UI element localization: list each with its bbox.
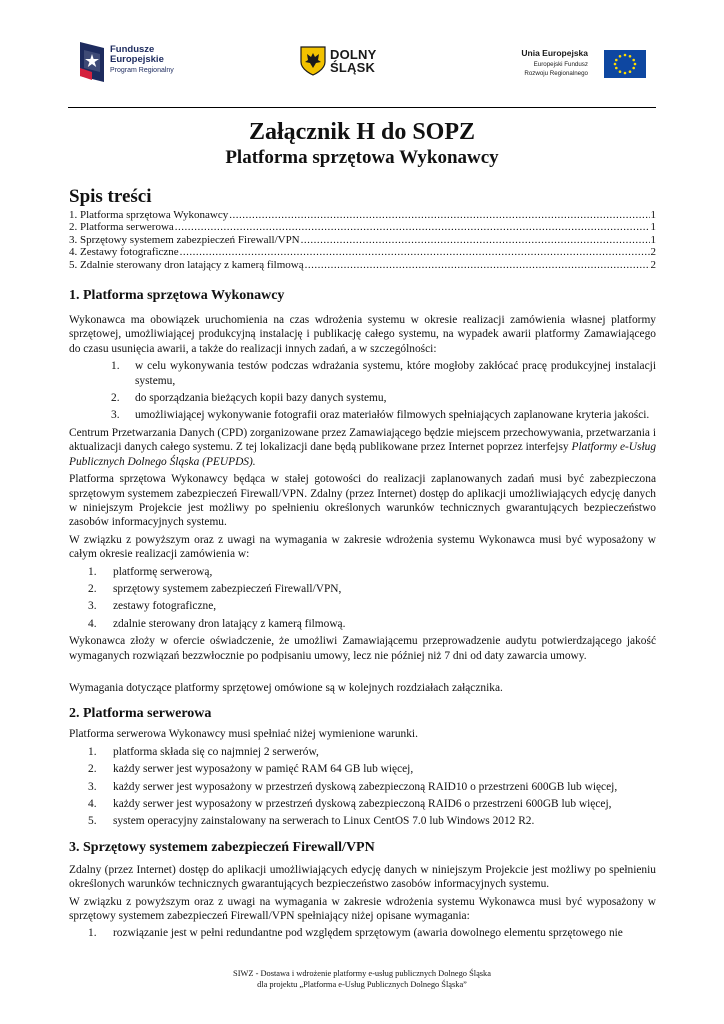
list-number: 2.: [88, 582, 97, 595]
toc-entry-page: 1: [650, 221, 656, 234]
paragraph: [69, 426, 656, 469]
list-item: [69, 408, 656, 422]
toc-dot-leader: [305, 259, 650, 271]
list-number: 2.: [88, 763, 97, 776]
list-number: 1.: [88, 565, 97, 578]
peupds-reference: Platformy e-Usług Publicznych Dolnego Śląska (PEUPDS).: [69, 441, 657, 468]
list-item: [69, 814, 656, 828]
list-number: 4.: [88, 617, 97, 630]
unia-europejska-logo: [516, 46, 646, 82]
list-number: 4.: [88, 798, 97, 810]
toc-dot-leader: [180, 246, 650, 258]
header-divider: [68, 107, 656, 108]
list-item-text: każdy serwer jest wyposażony w przestrzeń dyskową zabezpieczoną RAID10 o przestrzeni 600GB lub więcej,: [113, 780, 618, 793]
footer-line2: dla projektu „Platforma e-Usług Publicznych Dolnego Śląska”: [257, 980, 467, 989]
list-item-text: platformę serwerową,: [113, 565, 213, 578]
spacer: [69, 666, 656, 681]
toc-entry[interactable]: [69, 259, 656, 271]
paragraph: W związku z powyższym oraz z uwagi na wymagania w zakresie wdrożenia systemu Wykonawca musi być wyposażony w sprzętowy systemem zabezpieczeń Firewall/VPN spełniający niżej opisane wymagania:: [69, 895, 656, 923]
list-item: [69, 780, 656, 794]
document-title: Załącznik H do SOPZ: [248, 119, 476, 145]
list-item: [69, 926, 656, 940]
section-heading: 1. Platforma sprzętowa Wykonawcy: [69, 288, 285, 304]
toc-entry-page: 2: [650, 246, 656, 259]
fe-logo-line1: Fundusze: [110, 44, 155, 55]
paragraph: Wykonawca złoży w ofercie oświadczenie, że umożliwi Zamawiającemu przeprowadzenie audytu potwierdzającego jakość wymaganych rozwiązań bezzwłocznie po podpisaniu umowy, lecz nie później niż 7 dni od daty zawarcia umowy.: [69, 635, 656, 662]
list-item-text: zdalnie sterowany dron latający z kamerą filmową.: [113, 617, 346, 630]
dolny-slask-logo: [300, 46, 390, 80]
list-number: 3.: [88, 780, 97, 793]
ue-logo-line2: Europejski Fundusz: [533, 61, 588, 68]
list-item: [69, 359, 656, 388]
list-item: [69, 762, 656, 776]
list-item-text: każdy serwer jest wyposażony w pamięć RAM 64 GB lub więcej,: [113, 763, 414, 776]
eu-flag-icon: [604, 50, 646, 78]
list-item: [69, 391, 656, 405]
toc-dot-leader: [301, 234, 650, 246]
toc-entry[interactable]: [69, 221, 656, 233]
table-of-contents: [69, 209, 656, 271]
ue-logo-line3: Rozwoju Regionalnego: [524, 69, 588, 77]
fundusze-europejskie-logo: [80, 42, 200, 84]
paragraph: Platforma sprzętowa Wykonawcy będąca w stałej gotowości do realizacji zaplanowanych zadań musi być zabezpieczona sprzętowym systemem zabezpieczeń Firewall/VPN. Zdalny (przez Internet) dostęp do aplikacji umożliwiających edycję danych w niniejszym Projekcie jest możliwy po spełnieniu określonych warunków technicznych gwarantujących bezpieczeństwo zasobów informacyjnych systemu.: [69, 473, 656, 529]
fe-logo-line3: Program Regionalny: [110, 67, 174, 74]
list-item-text: rozwiązanie jest w pełni redundantne pod względem sprzętowym (awaria dowolnego elementu sprzętowego nie: [113, 927, 623, 940]
toc-entry-page: 1: [650, 233, 656, 246]
ds-logo-line1: DOLNY: [330, 47, 377, 62]
list-item: [69, 599, 656, 613]
toc-dot-leader: [229, 209, 649, 221]
list-number: 5.: [88, 815, 97, 828]
list-item-text: sprzętowy systemem zabezpieczeń Firewall/VPN,: [113, 582, 342, 595]
paragraph: Platforma serwerowa Wykonawcy musi spełniać niżej wymienione warunki.: [69, 728, 418, 741]
document-body: [69, 186, 656, 944]
toc-entry[interactable]: [69, 234, 656, 246]
list-item: [69, 617, 656, 631]
toc-entry[interactable]: [69, 209, 656, 221]
list-item-text: system operacyjny zainstalowany na serwerach to Linux CentOS 7.0 lub Windows 2012 R2.: [113, 815, 535, 828]
toc-dot-leader: [175, 221, 650, 233]
paragraph: W związku z powyższym oraz z uwagi na wymagania w zakresie wdrożenia systemu Wykonawca musi być wyposażony w całym okresie realizacji zamówienia w:: [69, 533, 656, 561]
ds-logo-line2: ŚLĄSK: [330, 60, 376, 75]
toc-entry-label: 4. Zestawy fotograficzne: [69, 246, 179, 259]
paragraph: Wymagania dotyczące platformy sprzętowej omówione są w kolejnych rozdziałach załącznika.: [69, 681, 503, 694]
section-heading: 3. Sprzętowy systemem zabezpieczeń Firewall/VPN: [69, 839, 375, 855]
fe-logo-line2: Europejskie: [110, 54, 164, 65]
ue-logo-line1: Unia Europejska: [521, 48, 588, 58]
toc-entry-label: 2. Platforma serwerowa: [69, 221, 174, 234]
toc-entry-label: 1. Platforma sprzętowa Wykonawcy: [69, 209, 229, 221]
list-item-text: każdy serwer jest wyposażony w przestrzeń dyskową zabezpieczoną RAID6 o przestrzeni 600GB lub więcej,: [113, 798, 612, 810]
toc-entry-label: 5. Zdalnie sterowany dron latający z kamerą filmową: [69, 258, 304, 271]
eagle-shield-icon: [300, 46, 326, 76]
footer-line1: SIWZ - Dostawa i wdrożenie platformy e-usług publicznych Dolnego Śląska: [233, 969, 491, 978]
list-item: [69, 582, 656, 596]
list-number: 1.: [88, 745, 97, 758]
list-item-text: platforma składa się co najmniej 2 serwerów,: [113, 745, 319, 758]
header-logos: [80, 40, 644, 85]
list-number: 3.: [111, 409, 120, 422]
list-number: 3.: [88, 600, 97, 613]
list-item-text: zestawy fotograficzne,: [113, 600, 217, 613]
page-footer: [0, 968, 724, 990]
list-item: [69, 745, 656, 759]
fe-star-mark-icon: [80, 42, 104, 82]
toc-entry-label: 3. Sprzętowy systemem zabezpieczeń Firewall/VPN: [69, 233, 300, 246]
list-number: 1.: [111, 360, 120, 373]
list-item-text: do sporządzania bieżących kopii bazy danych systemu,: [135, 392, 387, 405]
list-item: [69, 797, 656, 811]
list-item: [69, 565, 656, 579]
paragraph: Wykonawca ma obowiązek uruchomienia na czas wdrożenia systemu w okresie realizacji zamówienia własnej platformy sprzętowej, umożliwiającej produkcyjną instalację i publikację całego systemu, na wypadek awarii platformy Zamawiającego do czasu usunięcia awarii, a także do realizacji innych zadań, a w szczególności:: [69, 314, 656, 355]
list-item-text: umożliwiającej wykonywanie fotografii oraz materiałów filmowych spełniających zaplanowane kryteria jakości.: [135, 409, 650, 422]
list-number: 1.: [88, 927, 97, 940]
paragraph: Zdalny (przez Internet) dostęp do aplikacji umożliwiających edycję danych w niniejszym Projekcie jest możliwy po spełnieniu określonych warunków technicznych gwarantujących bezpieczeństwo zasobów informacyjnych systemu.: [69, 863, 656, 891]
numbered-list: [69, 745, 656, 829]
toc-entry-page: 1: [650, 209, 656, 221]
list-item-text: w celu wykonywania testów podczas wdrażania systemu, które mogłoby zakłócać pracę produkcyjnej instalacji systemu,: [135, 360, 656, 387]
document-subtitle: Platforma sprzętowa Wykonawcy: [225, 147, 499, 168]
toc-entry-page: 2: [650, 258, 656, 271]
toc-entry[interactable]: [69, 246, 656, 258]
numbered-list: [69, 359, 656, 423]
list-number: 2.: [111, 392, 120, 405]
numbered-list: [69, 926, 656, 940]
paragraph-text: Centrum Przetwarzania Danych (CPD) zorganizowane przez Zamawiającego będzie miejscem przechowywania, przetwarzania i aktualizacji danych całego systemu. Z tej lokalizacji dane będą publikowane przez Internet poprzez interfejsy: [69, 426, 656, 454]
toc-heading: Spis treści: [69, 186, 152, 207]
numbered-list: [69, 565, 656, 632]
section-heading: 2. Platforma serwerowa: [69, 706, 212, 722]
